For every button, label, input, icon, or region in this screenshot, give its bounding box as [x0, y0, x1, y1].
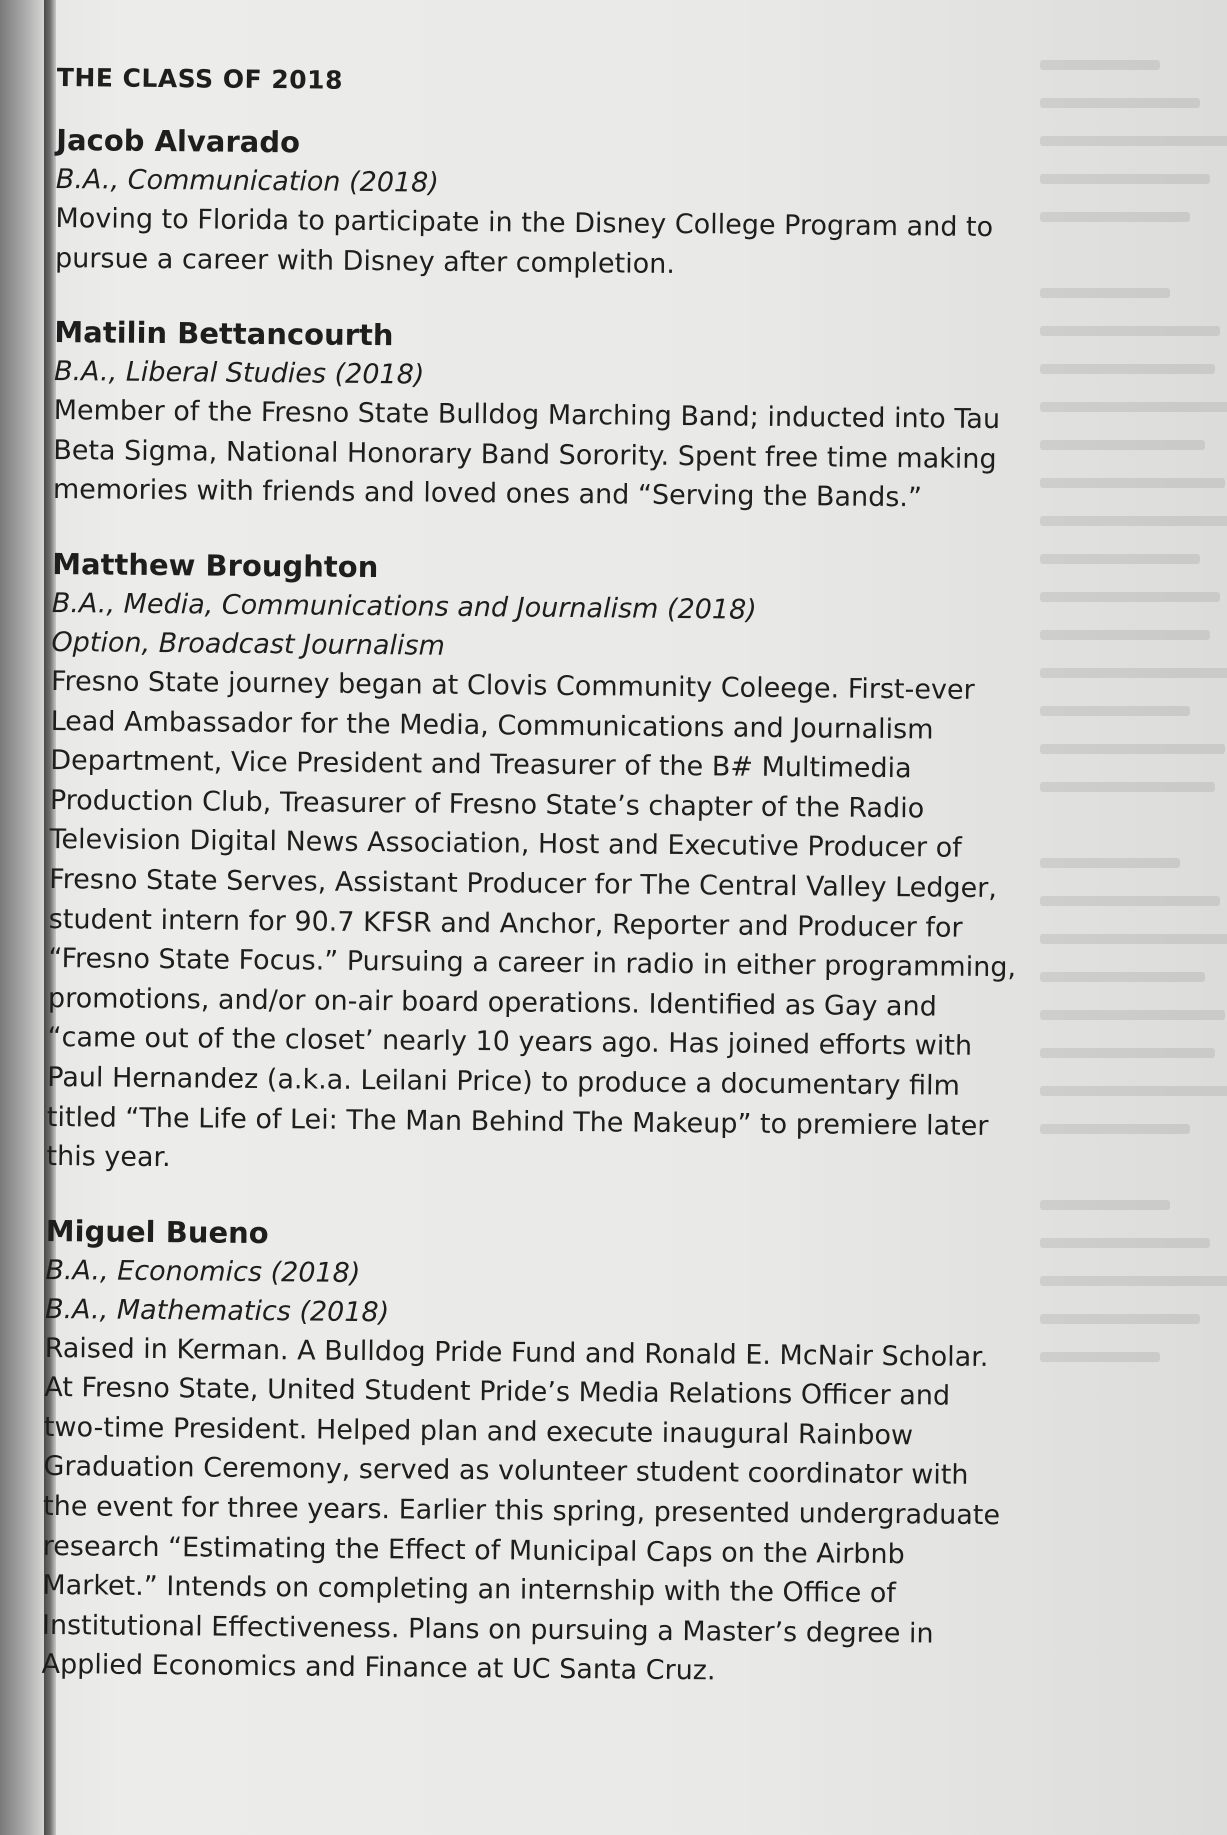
document-content [41, 62, 1177, 1730]
bio-line: Raised in Kerman. A Bulldog Pride Fund and Ronald E. McNair Scholar. [44, 1332, 989, 1373]
bio-line: Fresno State Serves, Assistant Producer for The Central Valley Ledger, [49, 863, 998, 904]
bio-line: Production Club, Treasurer of Fresno State’s chapter of the Radio [49, 784, 925, 825]
graduate-entry [46, 544, 1172, 1187]
bio-text [46, 662, 1171, 1187]
degree-line: B.A., Mathematics (2018) [44, 1293, 390, 1328]
bio-line: Television Digital News Association, Host and Executive Producer of [49, 824, 962, 865]
bio-text [53, 391, 1174, 521]
graduate-entry [53, 312, 1175, 521]
bio-line: this year. [46, 1141, 171, 1174]
degree-line: B.A., Media, Communications and Journalism (2018) [51, 587, 757, 626]
degree-line: B.A., Communication (2018) [55, 163, 440, 199]
bio-text [41, 1329, 1164, 1696]
graduate-name: Matilin Bettancourth [54, 315, 394, 353]
bio-line: Graduation Ceremony, served as volunteer student coordinator with [43, 1451, 969, 1492]
section-title: THE CLASS OF 2018 [56, 62, 344, 95]
page-shadow [0, 0, 44, 1835]
bio-line: promotions, and/or on-air board operations. Identified as Gay and [47, 982, 937, 1023]
bio-text [55, 199, 1176, 289]
bio-line: Member of the Fresno State Bulldog Marching Band; inducted into Tau [53, 395, 1001, 436]
bio-line: Applied Economics and Finance at UC Santa Cruz. [41, 1649, 716, 1687]
bio-line: Lead Ambassador for the Media, Communications and Journalism [50, 705, 934, 746]
bio-line: Fresno State journey began at Clovis Community Coleege. First-ever [50, 665, 975, 706]
graduate-entry [41, 1211, 1166, 1696]
bio-line: the event for three years. Earlier this spring, presented undergraduate [42, 1490, 1001, 1532]
bio-line: Moving to Florida to participate in the Disney College Program and to [55, 202, 994, 243]
bio-line: Market.” Intends on completing an internship with the Office of [42, 1570, 897, 1610]
bio-line: memories with friends and loved ones and “Serving the Bands.” [52, 474, 923, 514]
graduate-name: Matthew Broughton [52, 546, 379, 585]
graduate-entry [55, 120, 1176, 289]
bio-line: titled “The Life of Lei: The Man Behind The Makeup” to premiere later [46, 1101, 989, 1142]
graduate-name: Miguel Bueno [45, 1213, 269, 1250]
bio-line: Department, Vice President and Treasurer of the B# Multimedia [50, 745, 912, 785]
bio-line: two-time President. Helped plan and execute inaugural Rainbow [43, 1411, 914, 1452]
bio-line: pursue a career with Disney after completion. [54, 242, 676, 280]
bio-line: Paul Hernandez (a.k.a. Leilani Price) to produce a documentary film [47, 1061, 961, 1102]
bio-line: student intern for 90.7 KFSR and Anchor, Reporter and Producer for [48, 903, 963, 944]
bio-line: Beta Sigma, National Honorary Band Sorority. Spent free time making [53, 434, 997, 475]
option-line: Option, Broadcast Journalism [51, 626, 446, 662]
bio-line: At Fresno State, United Student Pride’s Media Relations Officer and [44, 1372, 951, 1412]
graduate-name: Jacob Alvarado [56, 122, 301, 160]
degree-line: B.A., Economics (2018) [45, 1254, 361, 1289]
bio-line: “came out of the closet’ nearly 10 years ago. Has joined efforts with [47, 1022, 973, 1063]
bio-line: research “Estimating the Effect of Municipal Caps on the Airbnb [42, 1530, 905, 1570]
degree-line: B.A., Liberal Studies (2018) [53, 356, 425, 391]
bio-line: “Fresno State Focus.” Pursuing a career in radio in either programming, [48, 943, 1017, 984]
bio-line: Institutional Effectiveness. Plans on pursuing a Master’s degree in [41, 1609, 934, 1650]
